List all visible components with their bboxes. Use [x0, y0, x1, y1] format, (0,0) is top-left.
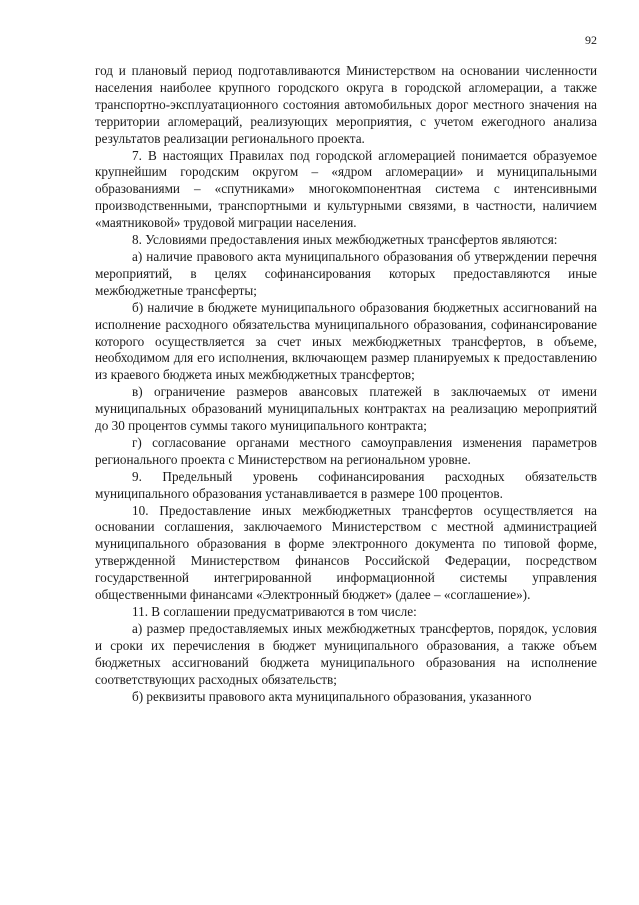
paragraph: 8. Условиями предоставления иных межбюджетных трансфертов являются: [132, 232, 558, 248]
page-number: 92 [585, 33, 597, 47]
paragraph: а) наличие правового акта муниципального образования об утверждении перечня мероприятий, в целях софинансирования которых предоставляются иные межбюджетные трансферты; [95, 248, 597, 298]
paragraph: а) размер предоставляемых иных межбюджетных трансфертов, порядок, условия и сроки их перечисления в бюджет муниципального образования, а также объем бюджетных ассигнований бюджета муниципального образования на исполнение соответствующих расходных обязательств; [95, 620, 597, 687]
paragraph: б) наличие в бюджете муниципального образования бюджетных ассигнований на исполнение расходного обязательства муниципального образования, софинансирование которого осуществляется за счет иных межбюджетных трансфертов, в объеме, необходимом для его исполнения, включающем размер планируемых к предоставлению из краевого бюджета иных межбюджетных трансфертов; [95, 299, 597, 383]
paragraph: год и плановый период подготавливаются Министерством на основании численности населения наиболее крупного городского округа в городской агломерации, а также транспортно-эксплуатационного состояния автомобильных дорог местного значения на территории агломераций, реализующих мероприятия, с учетом ежегодного анализа результатов реализации регионального проекта. [95, 63, 597, 146]
paragraph: 9. Предельный уровень софинансирования расходных обязательств муниципального образования устанавливается в размере 100 процентов. [95, 468, 597, 501]
document-body [95, 63, 597, 705]
paragraph: г) согласование органами местного самоуправления изменения параметров регионального проекта с Министерством на региональном уровне. [95, 434, 597, 467]
paragraph: 7. В настоящих Правилах под городской агломерацией понимается образуемое крупнейшим городским округом – «ядром агломерации» и муниципальными образованиями – «спутниками» многокомпонентная система с интенсивными производственными, транспортными и культурными связями, в частности, наличием «маятниковой» трудовой миграции населения. [95, 147, 597, 231]
paragraph: б) реквизиты правового акта муниципального образования, указанного [132, 688, 532, 704]
paragraph: в) ограничение размеров авансовых платежей в заключаемых от имени муниципальных образований муниципальных контрактах на реализацию мероприятий до 30 процентов суммы такого муниципального контракта; [95, 384, 597, 434]
paragraph: 11. В соглашении предусматриваются в том числе: [132, 604, 417, 619]
paragraph: 10. Предоставление иных межбюджетных трансфертов осуществляется на основании соглашения, заключаемого Министерством с местной администрацией муниципального образования в форме электронного документа по типовой форме, утвержденной Министерством финансов Российской Федерации, посредством государственной интегрированной информационной системы управления общественными финансами «Электронный бюджет» (далее – «соглашение»). [95, 502, 597, 603]
